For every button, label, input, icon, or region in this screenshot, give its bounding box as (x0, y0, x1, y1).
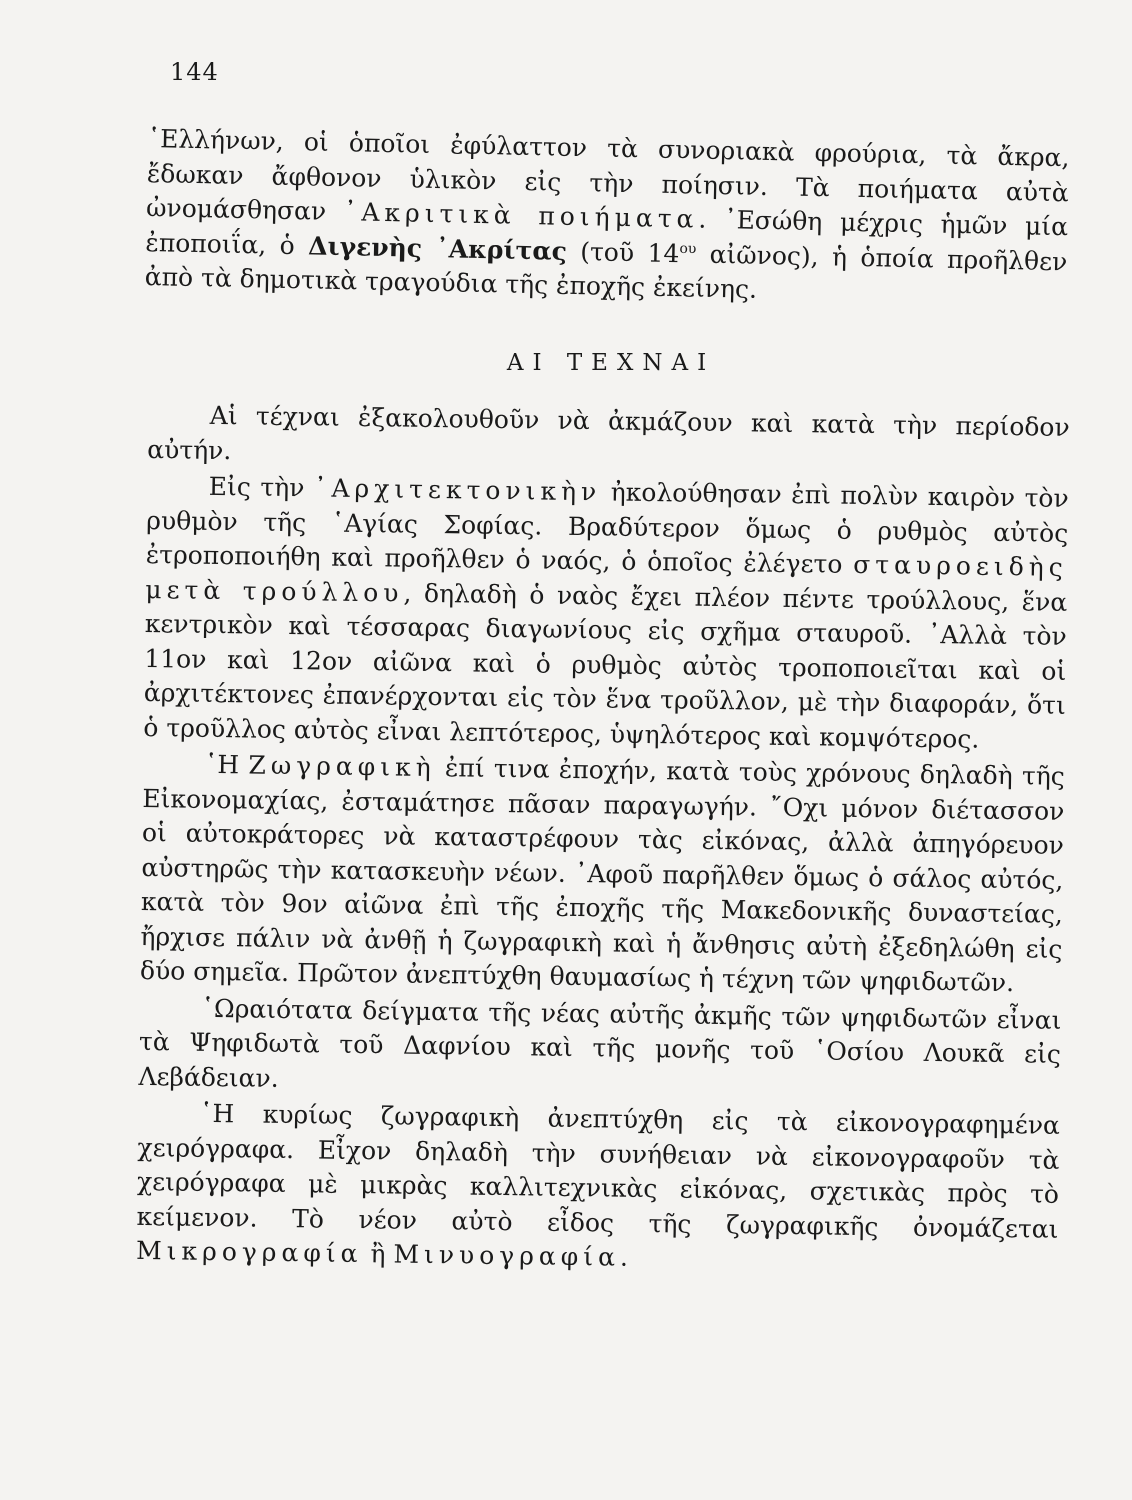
intro-text (144, 122, 1069, 314)
painting-term: Ζωγραφικὴ (248, 750, 436, 783)
page-number: 144 (170, 58, 219, 86)
digenis-akritas-title: Διγενὴς ᾿Ακρίτας (307, 230, 568, 266)
paragraph-architecture (143, 469, 1069, 758)
intro-part2: . ᾿Εσώθη μέχρις ἡμῶν μία ἐποποιΐα, ὁ (145, 204, 1069, 260)
p5-a: ῾Η κυρίως ζωγραφικὴ ἀνεπτύχθη εἰς τὰ εἰκονογραφημένα χειρόγραφα. Εἶχον δηλαδὴ τὴν συνήθειαν νὰ εἰκονογραφοῦν τὰ χειρόγραφα μὲ μικρὰς καλλιτεχνικὰς εἰκόνας, σχετικὰς πρὸς τὸ κείμενον. Τὸ νέον αὐτὸ εἶδος τῆς ζωγραφικῆς ὀνομάζεται (136, 1098, 1061, 1244)
p2-a: Εἰς τὴν (208, 471, 315, 503)
akritika-term: ᾿Ακριτικὰ ποιήματα (343, 197, 699, 234)
paragraph-painting (140, 747, 1065, 1001)
intro-paragraph (144, 122, 1069, 314)
century-ordinal: ου (679, 240, 697, 257)
intro-part1: ῾Ελλήνων, οἱ ὁποῖοι ἐφύλαττον τὰ συνοριακὰ φρούρια, τὰ ἄκρα, ἔδωκαν ἄφθονον ὑλικὸν εἰς τὴν ποίησιν. Τὰ ποιήματα αὐτὰ ὠνομάσθησαν (145, 123, 1070, 227)
intro-part3a: (τοῦ 14 (566, 236, 680, 268)
paragraph-1: Αἱ τέχναι ἐξακολουθοῦν νὰ ἀκμάζουν καὶ κατὰ τὴν περίοδον αὐτήν. (147, 400, 1070, 465)
architecture-term: ᾿Αρχιτεκτονικὴν (313, 473, 602, 507)
section-heading: ΑΙ ΤΕΧΝΑΙ (506, 350, 716, 376)
p3-b: ἐπί τινα ἐποχήν, κατὰ τοὺς χρόνους δηλαδὴ τῆς Εἰκονομαχίας, ἐσταμάτησε πᾶσαν παραγωγήν. ῎Οχι μόνον διέτασσον οἱ αὐτοκράτορες νὰ καταστρέφουν τὰς εἰκόνας, ἀλλὰ ἀπηγόρευον αὐστηρῶς τὴν κατασκευὴν νέων. ᾿Αφοῦ παρῆλθεν ὅμως ὁ σάλος αὐτός, κατὰ τὸν 9ον αἰῶνα ἐπὶ τῆς ἐποχῆς τῆς Μακεδονικῆς δυναστείας, ἤρχισε πάλιν νὰ ἀνθῇ ἡ ζωγραφικὴ καὶ ἡ ἄνθησις αὐτὴ ἐξεδηλώθη εἰς δύο σημεῖα. Πρῶτον ἀνεπτύχθη θαυμασίως ἡ τέχνη τῶν ψηφιδωτῶν. (139, 753, 1066, 998)
p5-c: . (619, 1242, 629, 1272)
p2-b: ἠκολούθησαν ἐπὶ πολὺν καιρὸν τὸν ρυθμὸν τῆς ῾Αγίας Σοφίας. Βραδύτερον ὅμως ὁ ρυθμὸς αὐτὸς ἐτροποποιήθη καὶ προῆλθεν ὁ ναός, ὁ ὁποῖος ἐλέγετο (145, 477, 1069, 579)
p2-c: , δηλαδὴ ὁ ναὸς ἔχει πλέον πέντε τρούλλους, ἕνα κεντρικὸν καὶ τέσσαρας διαγωνίους εἰς σχῆμα σταυροῦ. ᾿Αλλὰ τὸν 11ον καὶ 12ον αἰῶνα καὶ ὁ ρυθμὸς αὐτὸς τροποποιεῖται καὶ οἱ ἀρχιτέκτονες ἐπανέρχονται εἰς τὸν ἕνα τροῦλλον, μὲ τὴν διαφοράν, ὅτι ὁ τροῦλλος αὐτὸς εἶναι λεπτότερος, ὑψηλότερος καὶ κομψότερος. (143, 578, 1068, 754)
paragraph-mosaics: ῾Ωραιότατα δείγματα τῆς νέας αὐτῆς ἀκμῆς τῶν ψηφιδωτῶν εἶναι τὰ Ψηφιδωτὰ τοῦ Δαφνίου καὶ τῆς μονῆς τοῦ ῾Οσίου Λουκᾶ εἰς Λεβάδειαν. (138, 993, 1062, 1093)
micrography-term: Μικρογραφία (135, 1235, 363, 1269)
p3-a: ῾Η (204, 749, 249, 780)
paragraph-manuscripts (136, 1096, 1060, 1281)
cross-dome-term: σταυροειδὴς μετὰ τρούλλου (145, 549, 1068, 608)
p5-b: ἢ (362, 1239, 394, 1269)
intro-part3b: αἰῶνος), ἡ ὁποία προῆλθεν ἀπὸ τὰ δημοτικὰ τραγούδια τῆς ἐποχῆς ἐκείνης. (144, 239, 1068, 304)
minyography-term: Μινυογραφία (393, 1239, 621, 1272)
arts-section (136, 398, 1070, 1281)
